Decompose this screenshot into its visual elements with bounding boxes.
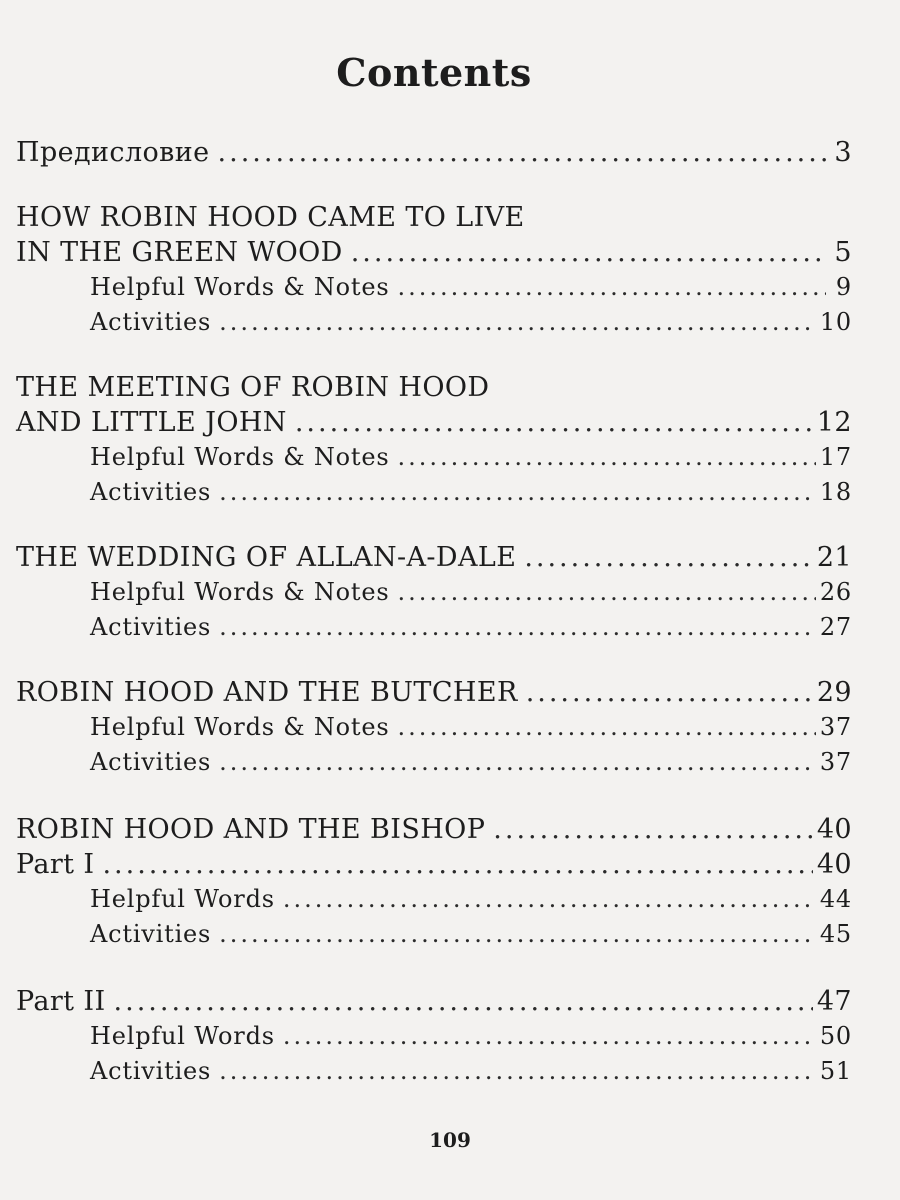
toc-line <box>90 610 852 645</box>
toc-page-number: 10 <box>819 308 852 336</box>
toc-page-number: 27 <box>819 613 852 641</box>
dot-leader <box>219 745 816 780</box>
toc-entry[interactable] <box>16 675 852 710</box>
toc-entry-title: ROBIN HOOD AND THE BUTCHER <box>16 677 518 708</box>
page-number: 109 <box>429 1128 471 1152</box>
toc-line <box>90 305 852 340</box>
toc-subentry[interactable] <box>16 1019 852 1054</box>
toc-entry-title: Activities <box>90 308 212 336</box>
toc-entry-title: Helpful Words & Notes <box>90 713 390 741</box>
toc-line <box>90 1054 852 1089</box>
section-gap <box>16 780 852 812</box>
toc-line <box>90 917 852 952</box>
page-title: Contents <box>336 50 532 95</box>
dot-leader <box>219 1054 816 1089</box>
toc-line <box>90 270 852 305</box>
toc-line <box>16 135 852 170</box>
toc-line <box>90 745 852 780</box>
toc-page-number: 29 <box>816 677 852 708</box>
toc-page-number: 50 <box>819 1022 852 1050</box>
toc-page-number: 37 <box>819 748 852 776</box>
toc-page-number: 26 <box>819 578 852 606</box>
dot-leader <box>398 575 816 610</box>
toc-line <box>90 575 852 610</box>
toc-subentry[interactable] <box>16 610 852 645</box>
toc-entry-title: Helpful Words & Notes <box>90 578 390 606</box>
toc-subentry[interactable] <box>16 270 852 305</box>
toc-page-number: 9 <box>835 273 852 301</box>
toc-subentry[interactable] <box>16 1054 852 1089</box>
dot-leader <box>398 710 816 745</box>
toc-entry[interactable] <box>16 370 852 440</box>
dot-leader <box>283 882 816 917</box>
toc-subentry[interactable] <box>16 882 852 917</box>
toc-entry[interactable] <box>16 200 852 270</box>
toc-entry-title: AND LITTLE JOHN <box>16 407 287 438</box>
toc-entry-title: Part II <box>16 986 106 1017</box>
section-gap <box>16 510 852 540</box>
toc-line <box>90 440 852 475</box>
toc-line <box>16 370 852 405</box>
toc-page-number: 5 <box>834 237 852 268</box>
dot-leader <box>398 270 827 305</box>
toc-page-number: 18 <box>819 478 852 506</box>
toc-entry-title: IN THE GREEN WOOD <box>16 237 343 268</box>
toc-entry-title: THE WEDDING OF ALLAN-A-DALE <box>16 542 517 573</box>
toc-subentry[interactable] <box>16 440 852 475</box>
dot-leader <box>351 235 826 270</box>
section-gap <box>16 340 852 370</box>
toc-entry-title: Activities <box>90 1057 212 1085</box>
toc-entry-title: THE MEETING OF ROBIN HOOD <box>16 372 490 403</box>
toc-page-number: 37 <box>819 713 852 741</box>
toc-page-number: 40 <box>816 849 852 880</box>
toc-entry-title: Activities <box>90 748 212 776</box>
section-gap <box>16 645 852 675</box>
toc-entry[interactable] <box>16 135 852 170</box>
dot-leader <box>219 610 816 645</box>
dot-leader <box>524 540 813 575</box>
toc-line <box>16 984 852 1019</box>
toc-subentry[interactable] <box>16 745 852 780</box>
dot-leader <box>398 440 816 475</box>
toc-line <box>16 847 852 882</box>
section-gap <box>16 952 852 984</box>
toc-line <box>16 812 852 847</box>
toc-entry-title: Activities <box>90 613 212 641</box>
toc-subentry[interactable] <box>16 917 852 952</box>
toc-page-number: 47 <box>816 986 852 1017</box>
toc-line <box>16 235 852 270</box>
toc-entry[interactable] <box>16 812 852 847</box>
toc-page-number: 3 <box>834 137 852 168</box>
toc-line <box>90 710 852 745</box>
toc-page-number: 40 <box>816 814 852 845</box>
dot-leader <box>114 984 813 1019</box>
toc-line <box>16 405 852 440</box>
toc-page-number: 12 <box>816 407 852 438</box>
toc-page-number: 17 <box>819 443 852 471</box>
toc-entry-title: Предисловие <box>16 137 210 168</box>
toc-page-number: 21 <box>816 542 852 573</box>
toc-entry-title: Helpful Words <box>90 885 275 913</box>
toc-subentry[interactable] <box>16 575 852 610</box>
toc-page-number: 45 <box>819 920 852 948</box>
dot-leader <box>219 305 816 340</box>
dot-leader <box>295 405 813 440</box>
dot-leader <box>526 675 813 710</box>
toc-page-number: 44 <box>819 885 852 913</box>
toc-line <box>16 540 852 575</box>
toc-line <box>16 675 852 710</box>
toc-page-number: 51 <box>819 1057 852 1085</box>
toc-entry-title: Helpful Words <box>90 1022 275 1050</box>
toc-entry-title: Activities <box>90 478 212 506</box>
toc-line <box>90 882 852 917</box>
table-of-contents <box>16 135 852 1089</box>
dot-leader <box>218 135 826 170</box>
dot-leader <box>219 475 816 510</box>
dot-leader <box>219 917 816 952</box>
dot-leader <box>102 847 812 882</box>
dot-leader <box>283 1019 816 1054</box>
toc-entry[interactable] <box>16 847 852 882</box>
toc-line <box>90 475 852 510</box>
toc-entry-title: Helpful Words & Notes <box>90 273 390 301</box>
toc-subentry[interactable] <box>16 475 852 510</box>
section-gap <box>16 170 852 200</box>
toc-line <box>90 1019 852 1054</box>
toc-subentry[interactable] <box>16 710 852 745</box>
toc-entry[interactable] <box>16 984 852 1019</box>
toc-subentry[interactable] <box>16 305 852 340</box>
toc-entry-title: HOW ROBIN HOOD CAME TO LIVE <box>16 202 525 233</box>
toc-entry-title: Part I <box>16 849 95 880</box>
toc-entry-title: Helpful Words & Notes <box>90 443 390 471</box>
toc-entry-title: Activities <box>90 920 212 948</box>
dot-leader <box>493 812 813 847</box>
toc-entry-title: ROBIN HOOD AND THE BISHOP <box>16 814 486 845</box>
toc-entry[interactable] <box>16 540 852 575</box>
toc-line <box>16 200 852 235</box>
